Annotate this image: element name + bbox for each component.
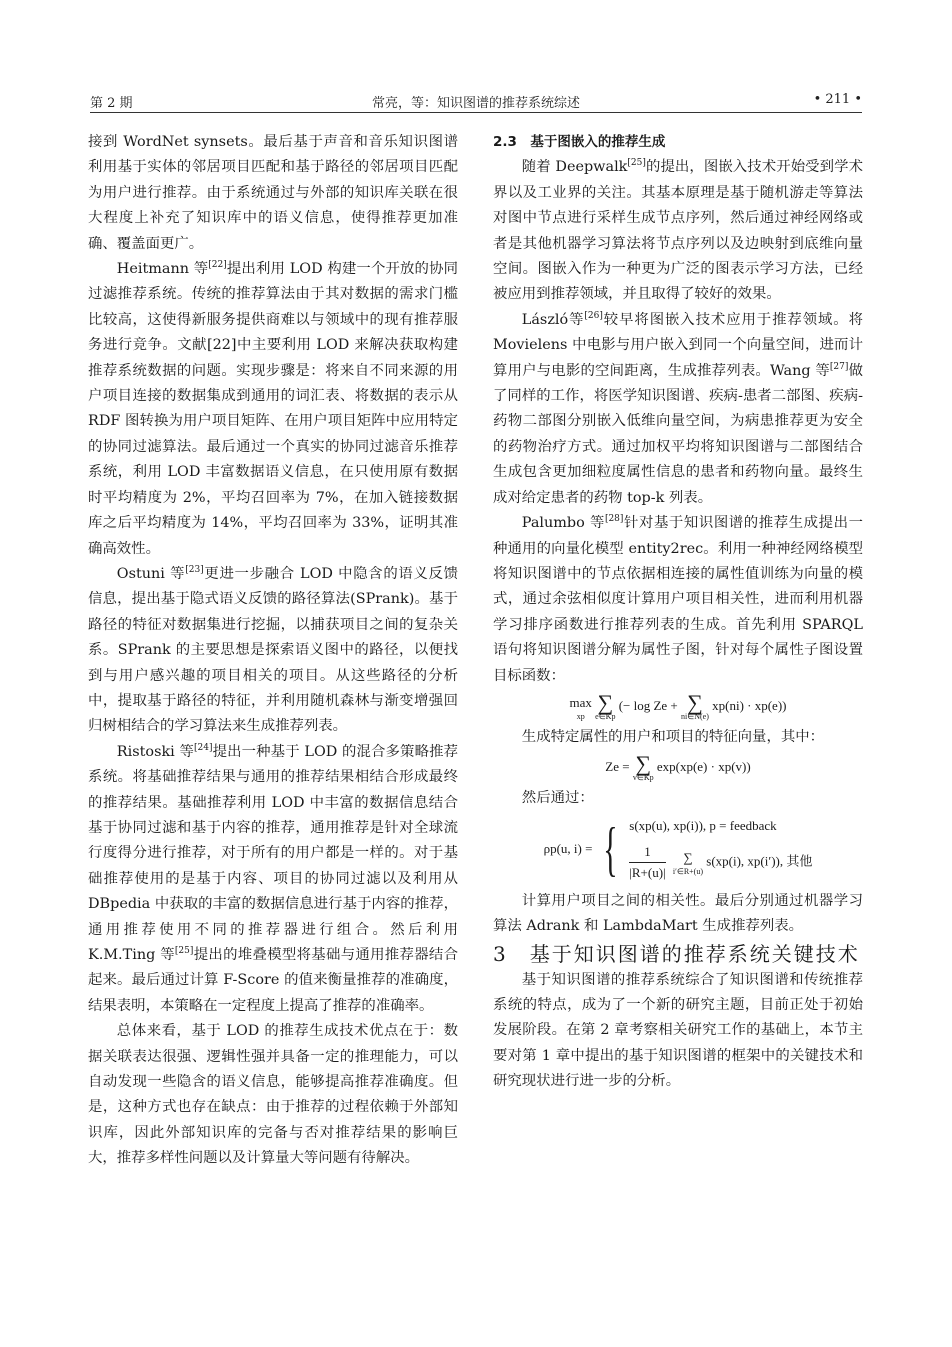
citation: [25] [174,946,194,956]
citation: [23] [185,564,204,575]
paragraph: Ristoski 等[24]提出一种基于 LOD 的混合多策略推荐系统。将基础推荐结果与通用的推荐结果相结合形成最终的推荐结果。基础推荐利用 LOD 中丰富的数据信息结合基于协同过滤和基于内容的推荐，通用推荐是针对全球流行度得分进行推荐，对于所有的用户都是一样的。对于基础推荐使用的是基于内容、项目的协同过滤以及利用从 DBpedia 中获取的丰富的数据信息进行基于内容的推荐，通用推荐使用不同的推荐器进行组合。然后利用 K.M.Ting 等[25]提出的堆叠模型将基础与通用推荐器结合起来。最后通过计算 F-Score 的值来衡量推荐的准确度，结果表明，本策略在一定程度上提高了推荐的准确率。 [88,742,458,1014]
paragraph: 随着 Deepwalk[25]的提出，图嵌入技术开始受到学术界以及工业界的关注。其基本原理是基于随机游走等算法对图中节点进行采样生成节点序列，然后通过神经网络或者是其他机器学习算法将节点序列以及边映射到底维向量空间。图嵌入作为一种更为广泛的图表示学习方法，已经被应用到推荐领域，并且取得了较好的效果。 [493,158,863,303]
citation: [27] [829,361,849,372]
paragraph: 基于知识图谱的推荐系统综合了知识图谱和传统推荐系统的特点，成为了一个新的研究主题，目前正处于初始发展阶段。在第 2 章考察相关研究工作的基础上，本节主要对第 1 章中提出的基于知识图谱的框架中的关键技术和研究现状进行进一步的分析。 [493,971,863,1090]
issue-label: 第 2 期 [90,96,133,111]
section-heading: 3 基于知识图谱的推荐系统关键技术 [493,941,860,966]
paragraph: 接到 WordNet synsets。最后基于声音和音乐知识图谱利用基于实体的邻居项目匹配和基于路径的邻居项目匹配为用户进行推荐。由于系统通过与外部的知识库关联在很大程度上补充了知识库中的语义信息，使得推荐更加准确、覆盖面更广。 [88,134,458,252]
left-column [88,130,458,1172]
paragraph: Palumbo 等[28]针对基于知识图谱的推荐生成提出一种通用的向量化模型 entity2rec。利用一种神经网络模型将知识图谱中的节点依据相连接的属性值训练为向量的模式，通过余弦相似度计算用户项目相关性，进而利用机器学习排序函数进行推荐列表的生成。首先利用 SPARQL 语句将知识图谱分解为属性子图，针对每个属性子图设置目标函数： [493,514,863,684]
equation-relatedness: ρp(u, i) = { s(xp(u), xp(i)), p = feedback $\frac{1}{|R+(u)|}$ ∑ i′∈R+(u) s(xp(i), xp(i′)), 其他 [543,816,813,883]
case-feedback: s(xp(u), xp(i)), p = feedback [629,817,777,833]
paragraph: 生成特定属性的用户和项目的特征向量，其中： [521,728,825,745]
page-header [90,90,862,113]
running-title: 常亮，等：知识图谱的推荐系统综述 [371,96,580,111]
paragraph: 计算用户项目之间的相关性。最后分别通过机器学习算法 Adrank 和 LambdaMart 生成推荐列表。 [493,892,863,935]
paragraph: Ostuni 等[23]更进一步融合 LOD 中隐含的语义反馈信息，提出基于隐式语义反馈的路径算法(SPrank)。基于路径的特征对数据集进行挖掘，以捕获项目之间的复杂关系。SPrank 的主要思想是探索语义图中的路径，以便找到与用户感兴趣的项目相关的项目。从这些路径的分析中，提取基于路径的特征，并利用随机森林与渐变增强回归树相结合的学习算法来生成推荐列表。 [88,564,458,735]
right-column [493,130,863,1095]
paragraph: László等[26]较早将图嵌入技术应用于推荐领域。将 Movielens 中电影与用户嵌入到同一个向量空间，进而计算用户与电影的空间距离，生成推荐列表。Wang 等[27]做了同样的工作，将医学知识图谱、疾病-患者二部图、疾病-药物二部图分别嵌入低维向量空间，为病患推荐更为安全的药物治疗方式。通过加权平均将知识图谱与二部图结合生成包含更加细粒度属性信息的患者和药物向量。最终生成对给定患者的药物 top-k 列表。 [493,310,863,506]
citation: [24] [194,742,213,753]
citation: [26] [584,310,603,321]
paragraph: 总体来看，基于 LOD 的推荐生成技术优点在于：数据关联表达很强、逻辑性强并具备一定的推理能力，可以自动发现一些隐含的语义信息，能够提高推荐准确度。但是，这种方式也存在缺点：由于推荐的过程依赖于外部知识库，因此外部知识库的完备与否对推荐结果的影响巨大，推荐多样性问题以及计算量大等问题有待解决。 [88,1023,458,1167]
equation-objective: max xp ∑ e∈Kp (− log Ze + ∑ ni∈N(e) xp(ni) · xp(e)) [569,689,787,721]
equation-normalizer: Ze = ∑ v∈Kp exp(xp(e) · xp(v)) [605,751,751,783]
page-number: • 211 • [813,92,862,107]
paragraph: Heitmann 等[22]提出利用 LOD 构建一个开放的协同过滤推荐系统。传统的推荐算法由于其对数据的需求门槛比较高，这使得新服务提供商难以与领域中的现有推荐服务进行竞争。文献[22]中主要利用 LOD 来解决获取构建推荐系统数据的问题。实现步骤是：将来自不同来源的用户项目连接的数据集成到通用的词汇表、将数据的表示从 RDF 图转换为用户项目矩阵、在用户项目矩阵中应用特定的协同过滤算法。最后通过一个真实的协同过滤音乐推荐系统，利用 LOD 丰富数据语义信息，在只使用原有数据时平均精度为 2%，平均召回率为 7%，在加入链接数据库之后平均精度为 14%，平均召回率为 33%，证明其准确高效性。 [88,260,458,557]
citation: [22] [208,260,227,271]
paragraph: 然后通过： [521,790,594,807]
case-other: $\frac{1}{|R+(u)|}$ ∑ i′∈R+(u) s(xp(i), xp(i′)), 其他 [629,843,813,880]
citation: [28] [604,514,624,525]
subsection-heading: 2.3 基于图嵌入的推荐生成 [493,134,666,150]
citation: [25] [627,158,646,169]
